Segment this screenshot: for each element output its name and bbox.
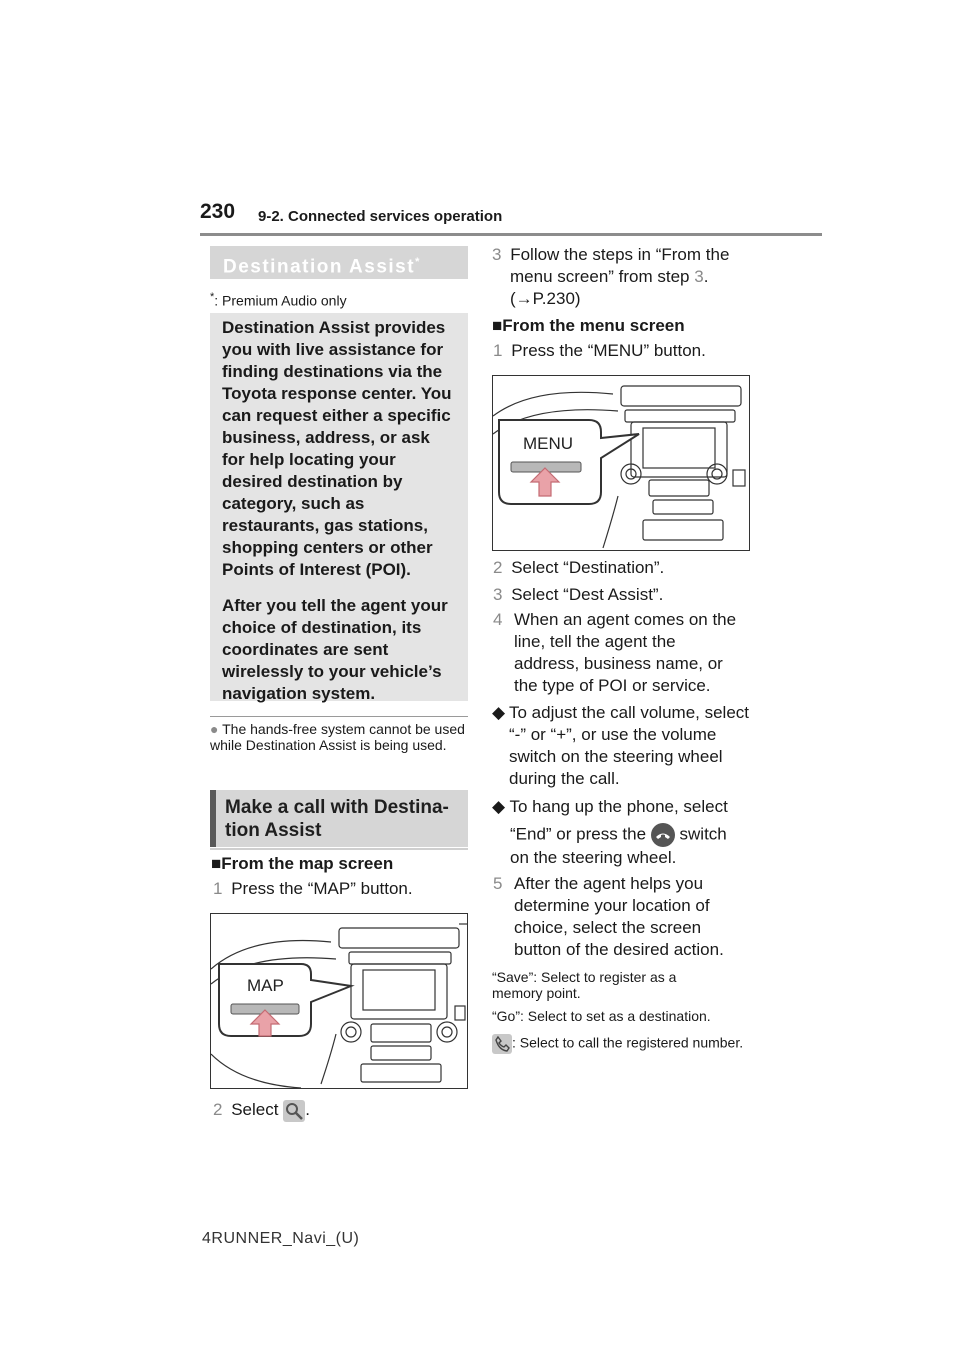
note-rule bbox=[210, 716, 468, 717]
hangup-line-b: “End” or press the bbox=[510, 824, 647, 844]
menu-step-2-text: Select “Destination”. bbox=[511, 558, 665, 577]
menu-step-2-number: 2 bbox=[493, 558, 503, 577]
step-2-text: Select bbox=[231, 1100, 279, 1119]
premium-note bbox=[210, 291, 347, 309]
volume-bullet-text: To adjust the call volume, select “-” or “+”, or use the volume switch on the steering wheel during the call. bbox=[509, 703, 750, 788]
volume-bullet bbox=[492, 702, 752, 790]
diamond-bullet-icon-2: ◆ bbox=[492, 797, 506, 816]
menu-step-4 bbox=[493, 609, 753, 697]
save-note: “Save”: Select to register as a memory point. bbox=[492, 969, 677, 1001]
phone-icon bbox=[492, 1034, 512, 1054]
make-call-heading bbox=[210, 790, 468, 847]
menu-step-4-text: When an agent comes on the line, tell the agent the address, business name, or the type of POI or service. bbox=[514, 610, 737, 695]
destination-assist-heading bbox=[210, 246, 468, 279]
menu-step-4-number: 4 bbox=[493, 610, 503, 629]
menu-step-3-text: Select “Dest Assist”. bbox=[511, 585, 664, 604]
map-screen-heading-text: From the map screen bbox=[221, 854, 394, 873]
step-2 bbox=[213, 1099, 310, 1122]
go-note: “Go”: Select to set as a destination. bbox=[492, 1008, 711, 1024]
premium-note-text: : Premium Audio only bbox=[214, 292, 347, 309]
dashboard-drawing-2 bbox=[493, 376, 749, 550]
make-call-underline bbox=[210, 848, 468, 850]
menu-screen-heading bbox=[492, 315, 685, 337]
menu-step-1 bbox=[493, 340, 706, 362]
call-note bbox=[492, 1034, 752, 1054]
menu-step-3 bbox=[493, 584, 663, 606]
make-call-heading-line-1: Make a call with Destina- bbox=[225, 797, 449, 818]
square-bullet-icon: ■ bbox=[211, 854, 222, 873]
call-note-text: : Select to call the registered number. bbox=[512, 1034, 744, 1051]
step-2-number: 2 bbox=[213, 1100, 223, 1119]
destination-assist-heading-text: Destination Assist bbox=[223, 256, 416, 278]
step-3-line-b: menu screen” from step bbox=[510, 267, 690, 286]
asterisk-mark: * bbox=[415, 256, 421, 268]
step-1-number: 1 bbox=[213, 879, 223, 898]
dashboard-drawing bbox=[211, 914, 467, 1088]
menu-step-5 bbox=[493, 873, 753, 961]
footer-model-code: 4RUNNER_Navi_(U) bbox=[202, 1230, 360, 1247]
hangup-bullet bbox=[492, 796, 752, 869]
hangup-line-a: To hang up the phone, select bbox=[509, 797, 728, 816]
menu-step-5-number: 5 bbox=[493, 874, 503, 893]
hands-free-note bbox=[210, 721, 468, 753]
step-3-ref: 3 bbox=[694, 267, 704, 286]
step-1 bbox=[213, 878, 413, 900]
header-rule bbox=[200, 233, 822, 236]
step-1-text: Press the “MAP” button. bbox=[231, 879, 413, 898]
summary-paragraph-1: Destination Assist provides you with live assistance for finding destinations via the Toyota response center. You can request either a specific business, address, or ask for help locating your desired destination by category, such as restaurants, gas stations, shopping centers or other Points of Interest (POI). bbox=[222, 318, 452, 579]
make-call-heading-line-2: tion Assist bbox=[225, 820, 322, 841]
menu-screen-heading-text: From the menu screen bbox=[502, 316, 685, 335]
step-3: 3 Follow the steps in “From the menu screen” from step 3. (→P.230) bbox=[492, 244, 752, 310]
menu-step-1-number: 1 bbox=[493, 341, 503, 360]
section-title: 9-2. Connected services operation bbox=[258, 208, 503, 225]
search-icon bbox=[283, 1100, 305, 1122]
menu-step-3-number: 3 bbox=[493, 585, 503, 604]
menu-step-5-text: After the agent helps you determine your location of choice, select the screen button of the desired action. bbox=[514, 874, 724, 959]
step-2-end: . bbox=[305, 1100, 310, 1119]
step-3-number: 3 bbox=[492, 245, 502, 264]
hands-free-note-text: The hands-free system cannot be used while Destination Assist is being used. bbox=[210, 721, 465, 753]
map-button-label: MAP bbox=[247, 976, 284, 995]
menu-step-2 bbox=[493, 557, 664, 579]
map-screen-heading bbox=[211, 853, 393, 875]
summary-box bbox=[210, 313, 468, 701]
premium-asterisk: * bbox=[210, 291, 215, 303]
menu-button-label: MENU bbox=[523, 434, 574, 453]
note-bullet-icon: ● bbox=[210, 721, 219, 737]
map-button-illustration bbox=[210, 913, 468, 1089]
hang-up-phone-icon bbox=[651, 823, 675, 847]
step-3-line-a: Follow the steps in “From the bbox=[510, 245, 730, 264]
menu-button-illustration bbox=[492, 375, 750, 551]
diamond-bullet-icon: ◆ bbox=[492, 703, 506, 722]
hangup-line-c: switch bbox=[679, 824, 727, 844]
square-bullet-icon-2: ■ bbox=[492, 316, 503, 335]
step-3-page-ref: (→P.230) bbox=[510, 289, 581, 308]
hangup-line-d: on the steering wheel. bbox=[510, 848, 677, 867]
menu-step-1-text: Press the “MENU” button. bbox=[511, 341, 706, 360]
page-number: 230 bbox=[200, 200, 236, 223]
summary-paragraph-2: After you tell the agent your choice of destination, its coordinates are sent wirelessly to your vehicle’s navigation system. bbox=[222, 596, 448, 703]
